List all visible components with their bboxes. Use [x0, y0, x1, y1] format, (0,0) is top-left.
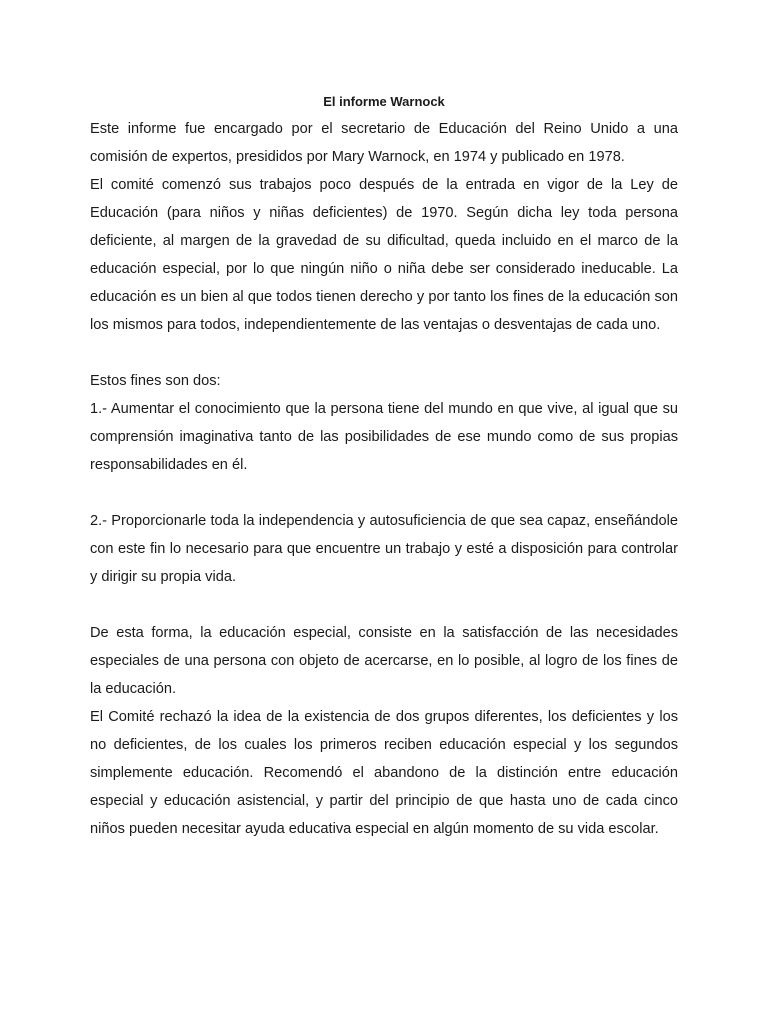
paragraph-committee-rejection: El Comité rechazó la idea de la existencia de dos grupos diferentes, los deficientes y los no deficientes, de los cuales los primeros reciben educación especial y los segundos simplemente educación. Recomendó el abandono de la distinción entre educación especial y educación asistencial, y partir del principio de que hasta uno de cada cinco niños pueden necesitar ayuda educativa especial en algún momento de su vida escolar. [90, 709, 678, 837]
document-title: El informe Warnock [323, 94, 445, 109]
paragraph-spacer [90, 339, 678, 367]
paragraph-spacer [90, 479, 678, 507]
paragraph-aim-one: 1.- Aumentar el conocimiento que la persona tiene del mundo en que vive, al igual que su comprensión imaginativa tanto de las posibilidades de ese mundo como de sus propias responsabilidades en él. [90, 401, 678, 473]
paragraph-spacer [90, 591, 678, 619]
document-page [90, 90, 678, 843]
paragraph-committee: El comité comenzó sus trabajos poco después de la entrada en vigor de la Ley de Educación (para niños y niñas deficientes) de 1970. Según dicha ley toda persona deficiente, al margen de la gravedad de su dificultad, queda incluido en el marco de la educación especial, por lo que ningún niño o niña debe ser considerado ineducable. La educación es un bien al que todos tienen derecho y por tanto los fines de la educación son los mismos para todos, independientemente de las ventajas o desventajas de cada uno. [90, 177, 678, 333]
paragraph-special-education: De esta forma, la educación especial, consiste en la satisfacción de las necesidades especiales de una persona con objeto de acercarse, en lo posible, al logro de los fines de la educación. [90, 625, 678, 697]
paragraph-aims-heading: Estos fines son dos: [90, 373, 221, 389]
paragraph-intro: Este informe fue encargado por el secretario de Educación del Reino Unido a una comisión de expertos, presididos por Mary Warnock, en 1974 y publicado en 1978. [90, 121, 678, 165]
paragraph-aim-two: 2.- Proporcionarle toda la independencia y autosuficiencia de que sea capaz, enseñándole con este fin lo necesario para que encuentre un trabajo y esté a disposición para controlar y dirigir su propia vida. [90, 513, 678, 585]
